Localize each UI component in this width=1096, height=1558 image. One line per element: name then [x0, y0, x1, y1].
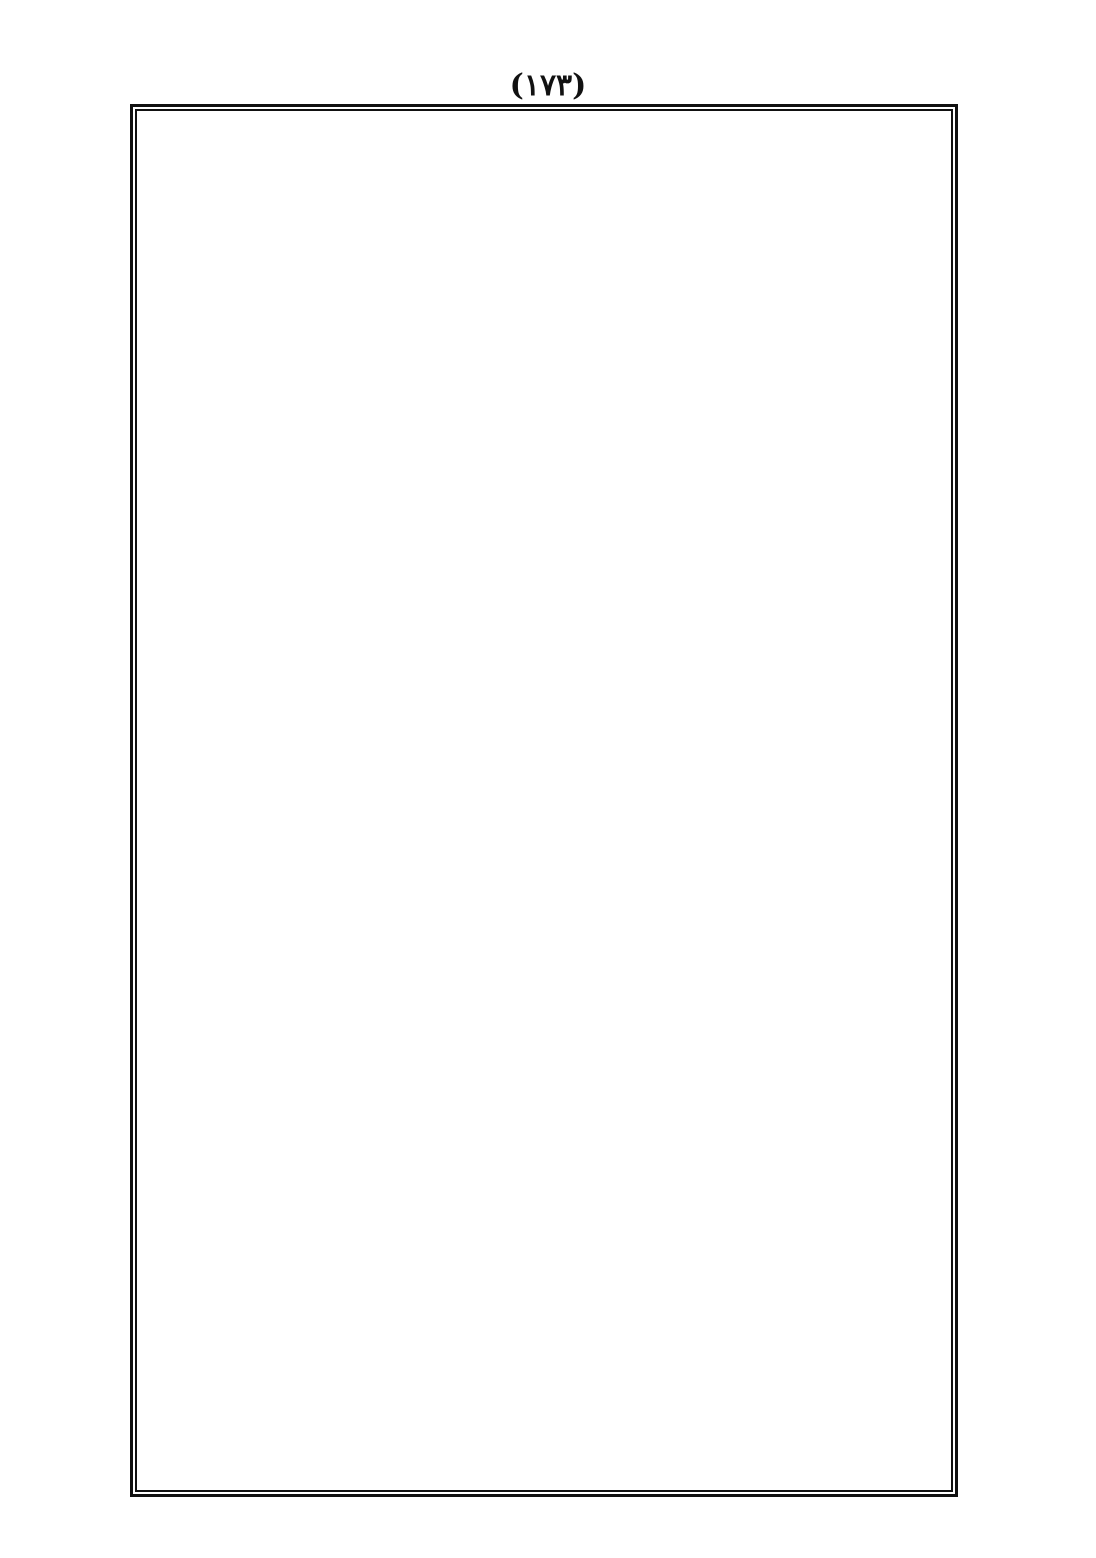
text-line	[151, 1122, 937, 1169]
text-line	[151, 697, 937, 744]
text-line	[151, 1075, 937, 1122]
text-line	[151, 744, 937, 791]
text-line	[151, 555, 937, 602]
text-line	[151, 1170, 937, 1217]
text-line	[151, 602, 937, 649]
text-line	[151, 791, 937, 838]
text-line	[151, 318, 937, 365]
text-line	[151, 507, 937, 554]
text-line	[151, 1453, 937, 1500]
text-line	[151, 1264, 937, 1311]
text-line	[151, 838, 937, 885]
text-line	[151, 886, 937, 933]
text-frame	[135, 109, 953, 1492]
text-line	[151, 933, 937, 980]
text-line	[151, 1217, 937, 1264]
text-line	[151, 1406, 937, 1453]
text-line	[151, 413, 937, 460]
text-line	[151, 365, 937, 412]
text-line	[151, 224, 937, 271]
page-number: (١٧٣)	[509, 68, 587, 103]
text-line	[151, 980, 937, 1027]
text-line	[151, 271, 937, 318]
text-line	[151, 1311, 937, 1358]
text-line	[151, 176, 937, 223]
text-line	[151, 460, 937, 507]
text-line	[151, 1359, 937, 1406]
text-line	[151, 649, 937, 696]
text-line	[151, 129, 937, 176]
text-body	[151, 129, 937, 1480]
text-line	[151, 1028, 937, 1075]
